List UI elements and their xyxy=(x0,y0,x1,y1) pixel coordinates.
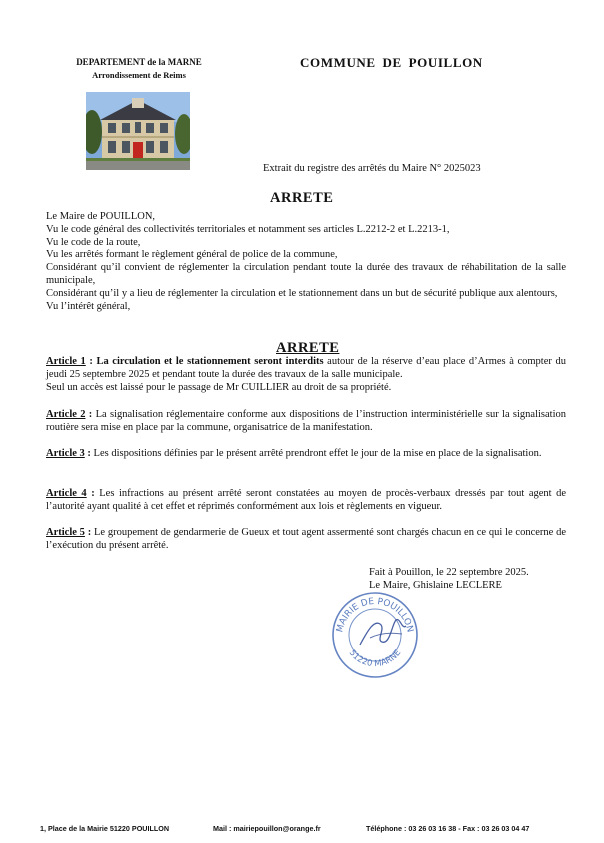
article-4-text: Les infractions au présent arrêté seront constatées au moyen de procès-verbaux dressés par tout agent de l’autorité ayant qualité à cet effet et réprimés conformément aux lois et règlements en vigueur. xyxy=(46,488,567,512)
done-at-line: Fait à Pouillon, le 22 septembre 2025. xyxy=(369,567,529,578)
article-1-extra: Seul un accès est laissé pour le passage de Mr CUILLIER au droit de sa propriété. xyxy=(46,381,392,393)
article-1-text: autour de la réserve d’eau place d’Armes à compter du jeudi 25 septembre 2025 et pendant toute la durée des travaux de la salle municipale. xyxy=(46,356,566,380)
article-1: Article 1 : La circulation et le stationnement seront interdits autour de la réserve d’eau place d’Armes à compter du jeudi 25 septembre 2025 et pendant toute la durée des travaux de la salle municipale. Seul un accès est laissé pour le passage de Mr CUILLIER au droit de sa propriété. xyxy=(46,356,566,393)
preamble-line: Vu le code général des collectivités territoriales et notamment ses articles L.2212-2 et L.2213-1, xyxy=(46,223,450,235)
article-3-text: Les dispositions définies par le présent arrêté prendront effet le jour de la mise en place de la signalisation. xyxy=(93,448,542,459)
preamble-line: Le Maire de POUILLON, xyxy=(46,211,156,222)
footer-mail: Mail : mairiepouillon@orange.fr xyxy=(213,824,321,833)
footer-address: 1, Place de la Mairie 51220 POUILLON xyxy=(40,824,170,833)
article-label: Article 2 xyxy=(46,409,86,420)
mayor-name: Le Maire, Ghislaine LECLERE xyxy=(369,580,502,591)
preamble xyxy=(46,211,566,313)
svg-text:MAIRIE DE POUILLON xyxy=(335,597,414,634)
decree-title: ARRETE xyxy=(276,340,340,356)
handwritten-signature xyxy=(360,620,406,645)
preamble-line: Vu l’intérêt général, xyxy=(46,300,131,312)
svg-text:51220 MARNE xyxy=(347,648,403,669)
arrondissement-name: Arrondissement de Reims xyxy=(92,70,186,80)
article-label: Article 4 xyxy=(46,488,87,499)
stamp-bottom-text: 51220 MARNE xyxy=(346,647,404,670)
article-2-text: La signalisation réglementaire conforme aux dispositions de l’instruction interministérielle sur la signalisation routière sera mise en place par la commune, organisatrice de la manifestation. xyxy=(46,409,566,433)
preamble-line: Vu les arrêtés formant le règlement général de police de la commune, xyxy=(46,249,338,261)
article-2: Article 2 : La signalisation réglementaire conforme aux dispositions de l’instruction interministérielle sur la signalisation routière sera mise en place par la commune, organisatrice de la manifestation. xyxy=(46,409,566,433)
article-label: Article 5 xyxy=(46,527,85,538)
signature-block xyxy=(369,566,529,592)
article-label: Article 1 xyxy=(46,356,86,367)
article-4: Article 4 : Les infractions au présent arrêté seront constatées au moyen de procès-verbaux dressés par tout agent de l’autorité ayant qualité à cet effet et réprimés conformément aux lois et règlements en vigueur. xyxy=(46,488,567,512)
preamble-line: Vu le code de la route, xyxy=(46,236,141,248)
register-extract-line: Extrait du registre des arrêtés du Maire N° 2025023 xyxy=(263,163,481,174)
mairie-stamp xyxy=(330,590,420,680)
stamp-top-text: MAIRIE DE POUILLON xyxy=(335,596,415,634)
article-3: Article 3 : Les dispositions définies par le présent arrêté prendront effet le jour de la mise en place de la signalisation. xyxy=(46,448,542,459)
preamble-line: Considérant qu’il y a lieu de réglementer la circulation et le stationnement dans un but de sécurité publique aux alentours, xyxy=(46,287,558,299)
article-label: Article 3 xyxy=(46,448,85,459)
commune-title: COMMUNE DE POUILLON xyxy=(300,55,483,70)
department-header xyxy=(58,56,220,82)
document-title: ARRETE xyxy=(270,190,334,206)
article-5: Article 5 : Le groupement de gendarmerie de Gueux et tout agent assermenté sont chargés chacun en ce qui le concerne de l’exécution du présent arrêté. xyxy=(46,527,566,551)
department-name: DEPARTEMENT de la MARNE xyxy=(76,57,202,67)
article-1-bold-text: La circulation et le stationnement seront interdits xyxy=(96,356,324,367)
preamble-line: Considérant qu’il convient de réglementer la circulation pendant toute la durée des travaux de réhabilitation de la salle municipale, xyxy=(46,262,566,286)
article-5-text: Le groupement de gendarmerie de Gueux et tout agent assermenté sont chargés chacun en ce qui le concerne de l’exécution du présent arrêté. xyxy=(46,527,566,551)
footer-phone: Téléphone : 03 26 03 16 38 - Fax : 03 26 03 04 47 xyxy=(366,824,530,833)
town-hall-photo xyxy=(86,92,190,170)
